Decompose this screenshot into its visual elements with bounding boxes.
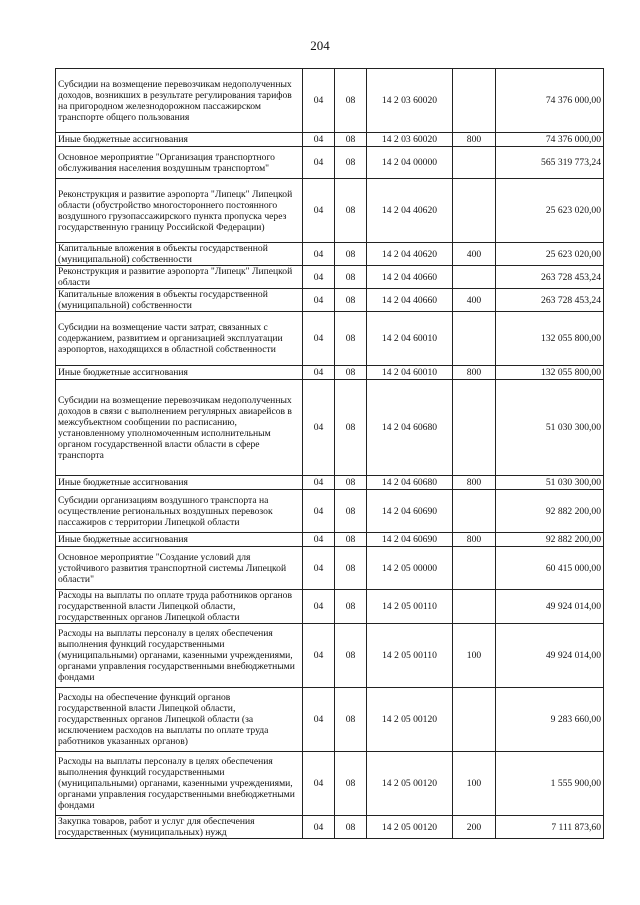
table-row xyxy=(56,266,604,289)
row-target-article: 14 2 04 60680 xyxy=(367,380,453,476)
table-row xyxy=(56,312,604,366)
row-subsection: 08 xyxy=(335,624,367,688)
row-target-article: 14 2 04 40660 xyxy=(367,266,453,289)
row-section: 04 xyxy=(303,380,335,476)
row-expense-type: 800 xyxy=(453,366,496,380)
row-subsection: 08 xyxy=(335,490,367,533)
row-section: 04 xyxy=(303,243,335,266)
row-target-article: 14 2 04 60680 xyxy=(367,476,453,490)
row-subsection: 08 xyxy=(335,752,367,816)
row-expense-type xyxy=(453,380,496,476)
row-target-article: 14 2 05 00120 xyxy=(367,688,453,752)
row-section: 04 xyxy=(303,266,335,289)
row-subsection: 08 xyxy=(335,688,367,752)
row-section: 04 xyxy=(303,816,335,839)
row-target-article: 14 2 04 60690 xyxy=(367,533,453,547)
row-expense-type xyxy=(453,179,496,243)
row-expense-type: 800 xyxy=(453,533,496,547)
table-row xyxy=(56,289,604,312)
row-name: Основное мероприятие "Организация транспортного обслуживания населения воздушным транспортом" xyxy=(56,147,303,179)
row-target-article: 14 2 05 00110 xyxy=(367,590,453,624)
table-row xyxy=(56,476,604,490)
table-row xyxy=(56,816,604,839)
row-amount: 25 623 020,00 xyxy=(496,243,604,266)
row-section: 04 xyxy=(303,476,335,490)
row-expense-type: 800 xyxy=(453,133,496,147)
row-section: 04 xyxy=(303,752,335,816)
table-row xyxy=(56,366,604,380)
row-target-article: 14 2 05 00120 xyxy=(367,816,453,839)
row-target-article: 14 2 03 60020 xyxy=(367,133,453,147)
table-row xyxy=(56,688,604,752)
row-section: 04 xyxy=(303,688,335,752)
row-amount: 9 283 660,00 xyxy=(496,688,604,752)
row-subsection: 08 xyxy=(335,547,367,590)
row-amount: 74 376 000,00 xyxy=(496,69,604,133)
row-amount: 60 415 000,00 xyxy=(496,547,604,590)
table-row xyxy=(56,69,604,133)
row-amount: 7 111 873,60 xyxy=(496,816,604,839)
row-expense-type xyxy=(453,590,496,624)
row-section: 04 xyxy=(303,490,335,533)
row-target-article: 14 2 04 60010 xyxy=(367,366,453,380)
row-expense-type xyxy=(453,547,496,590)
row-amount: 49 924 014,00 xyxy=(496,624,604,688)
row-section: 04 xyxy=(303,366,335,380)
row-expense-type: 100 xyxy=(453,624,496,688)
table-row xyxy=(56,179,604,243)
row-target-article: 14 2 04 00000 xyxy=(367,147,453,179)
row-target-article: 14 2 04 40620 xyxy=(367,179,453,243)
row-amount: 51 030 300,00 xyxy=(496,476,604,490)
row-expense-type: 800 xyxy=(453,476,496,490)
table-row xyxy=(56,624,604,688)
row-name: Иные бюджетные ассигнования xyxy=(56,533,303,547)
budget-table-body xyxy=(56,69,604,839)
row-name: Основное мероприятие "Создание условий для устойчивого развития транспортной системы Липецкой области" xyxy=(56,547,303,590)
row-amount: 1 555 900,00 xyxy=(496,752,604,816)
row-amount: 51 030 300,00 xyxy=(496,380,604,476)
row-name: Расходы на выплаты по оплате труда работников органов государственной власти Липецкой области, государственных органов Липецкой области xyxy=(56,590,303,624)
row-amount: 263 728 453,24 xyxy=(496,266,604,289)
row-amount: 132 055 800,00 xyxy=(496,366,604,380)
row-expense-type xyxy=(453,147,496,179)
row-target-article: 14 2 05 00000 xyxy=(367,547,453,590)
row-target-article: 14 2 04 40620 xyxy=(367,243,453,266)
row-subsection: 08 xyxy=(335,816,367,839)
row-subsection: 08 xyxy=(335,533,367,547)
table-row xyxy=(56,590,604,624)
row-name: Иные бюджетные ассигнования xyxy=(56,366,303,380)
row-expense-type xyxy=(453,312,496,366)
row-name: Реконструкция и развитие аэропорта "Липецк" Липецкой области (обустройство многостороннего постоянного воздушного грузопассажирского пункта пропуска через государственную границу Российской Федерации) xyxy=(56,179,303,243)
row-section: 04 xyxy=(303,289,335,312)
row-target-article: 14 2 04 60010 xyxy=(367,312,453,366)
row-target-article: 14 2 05 00120 xyxy=(367,752,453,816)
row-subsection: 08 xyxy=(335,366,367,380)
row-amount: 132 055 800,00 xyxy=(496,312,604,366)
table-row xyxy=(56,752,604,816)
row-section: 04 xyxy=(303,533,335,547)
row-name: Расходы на обеспечение функций органов государственной власти Липецкой области, государственных органов Липецкой области (за исключением расходов на выплаты по оплате труда работников указанных органов) xyxy=(56,688,303,752)
page-number: 204 xyxy=(310,38,330,53)
row-target-article: 14 2 04 60690 xyxy=(367,490,453,533)
table-row xyxy=(56,133,604,147)
table-row xyxy=(56,490,604,533)
row-target-article: 14 2 04 40660 xyxy=(367,289,453,312)
row-name: Субсидии на возмещение части затрат, связанных с содержанием, развитием и организацией эксплуатации аэропортов, находящихся в областной собственности xyxy=(56,312,303,366)
row-target-article: 14 2 05 00110 xyxy=(367,624,453,688)
row-section: 04 xyxy=(303,624,335,688)
table-row xyxy=(56,547,604,590)
row-subsection: 08 xyxy=(335,69,367,133)
row-name: Реконструкция и развитие аэропорта "Липецк" Липецкой области xyxy=(56,266,303,289)
table-row xyxy=(56,243,604,266)
table-row xyxy=(56,380,604,476)
row-name: Иные бюджетные ассигнования xyxy=(56,476,303,490)
row-name: Расходы на выплаты персоналу в целях обеспечения выполнения функций государственными (муниципальными) органами, казенными учреждениями, органами управления государственными внебюджетными фондами xyxy=(56,752,303,816)
row-expense-type: 100 xyxy=(453,752,496,816)
row-expense-type xyxy=(453,688,496,752)
budget-table xyxy=(55,68,604,839)
row-expense-type xyxy=(453,490,496,533)
table-row xyxy=(56,533,604,547)
row-subsection: 08 xyxy=(335,179,367,243)
row-expense-type xyxy=(453,266,496,289)
row-amount: 565 319 773,24 xyxy=(496,147,604,179)
row-expense-type: 200 xyxy=(453,816,496,839)
row-subsection: 08 xyxy=(335,380,367,476)
row-section: 04 xyxy=(303,312,335,366)
row-amount: 92 882 200,00 xyxy=(496,490,604,533)
row-name: Субсидии организациям воздушного транспорта на осуществление региональных воздушных перевозок пассажиров с территории Липецкой области xyxy=(56,490,303,533)
row-amount: 74 376 000,00 xyxy=(496,133,604,147)
row-section: 04 xyxy=(303,590,335,624)
row-expense-type: 400 xyxy=(453,289,496,312)
row-subsection: 08 xyxy=(335,266,367,289)
row-name: Капитальные вложения в объекты государственной (муниципальной) собственности xyxy=(56,289,303,312)
row-expense-type xyxy=(453,69,496,133)
row-subsection: 08 xyxy=(335,289,367,312)
row-amount: 92 882 200,00 xyxy=(496,533,604,547)
row-name: Закупка товаров, работ и услуг для обеспечения государственных (муниципальных) нужд xyxy=(56,816,303,839)
row-name: Расходы на выплаты персоналу в целях обеспечения выполнения функций государственными (муниципальными) органами, казенными учреждениями, органами управления государственными внебюджетными фондами xyxy=(56,624,303,688)
row-section: 04 xyxy=(303,547,335,590)
row-subsection: 08 xyxy=(335,243,367,266)
row-expense-type: 400 xyxy=(453,243,496,266)
row-amount: 263 728 453,24 xyxy=(496,289,604,312)
row-section: 04 xyxy=(303,147,335,179)
row-section: 04 xyxy=(303,133,335,147)
row-subsection: 08 xyxy=(335,476,367,490)
row-name: Капитальные вложения в объекты государственной (муниципальной) собственности xyxy=(56,243,303,266)
row-section: 04 xyxy=(303,69,335,133)
row-subsection: 08 xyxy=(335,147,367,179)
row-subsection: 08 xyxy=(335,312,367,366)
row-amount: 25 623 020,00 xyxy=(496,179,604,243)
row-amount: 49 924 014,00 xyxy=(496,590,604,624)
row-name: Субсидии на возмещение перевозчикам недополученных доходов в связи с выполнением регулярных авиарейсов в межсубъектном сообщении по расписанию, установленному уполномоченным исполнительным органом государственной власти области в сфере транспорта xyxy=(56,380,303,476)
table-row xyxy=(56,147,604,179)
row-section: 04 xyxy=(303,179,335,243)
row-target-article: 14 2 03 60020 xyxy=(367,69,453,133)
row-name: Иные бюджетные ассигнования xyxy=(56,133,303,147)
row-subsection: 08 xyxy=(335,590,367,624)
row-subsection: 08 xyxy=(335,133,367,147)
row-name: Субсидии на возмещение перевозчикам недополученных доходов, возникших в результате регулирования тарифов на пригородном железнодорожном пассажирском транспорте общего пользования xyxy=(56,69,303,133)
